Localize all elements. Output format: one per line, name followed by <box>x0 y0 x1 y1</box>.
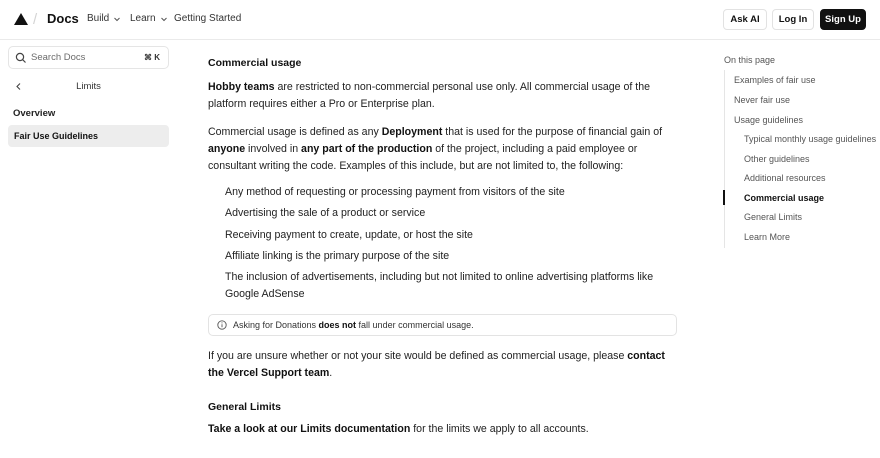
unsure-paragraph <box>208 348 678 382</box>
sidebar-back-row <box>8 79 169 95</box>
nav-learn-menu[interactable] <box>130 13 168 24</box>
toc-item-typical-monthly-usage[interactable]: Typical monthly usage guidelines <box>744 134 877 144</box>
toc-item-usage-guidelines[interactable]: Usage guidelines <box>734 115 804 125</box>
toc-active-indicator <box>723 190 725 205</box>
definition-text-3: involved in <box>245 143 302 155</box>
search-input[interactable] <box>8 46 169 69</box>
search-icon <box>15 52 27 64</box>
limits-text: for the limits we apply to all accounts. <box>410 423 589 435</box>
definition-text-4: of the project, including a paid employee or consultant writing the code. Examples of this include, but are not limited to, the following: <box>208 143 638 172</box>
sidebar-item-overview[interactable]: Overview <box>13 108 56 119</box>
note-text <box>233 320 474 330</box>
toc-item-learn-more[interactable]: Learn More <box>744 232 791 242</box>
commercial-usage-heading: Commercial usage <box>208 57 302 69</box>
toc-item-other-guidelines[interactable]: Other guidelines <box>744 154 810 164</box>
general-limits-heading: General Limits <box>208 401 281 413</box>
production-bold: any part of the production <box>301 143 433 155</box>
nav-build-label: Build <box>87 13 110 24</box>
list-item: Affiliate linking is the primary purpose of the site <box>225 249 450 262</box>
list-item: Any method of requesting or processing payment from visitors of the site <box>225 186 565 198</box>
nav-getting-started-link[interactable] <box>174 13 241 24</box>
toc-item-commercial-usage[interactable]: Commercial usage <box>744 193 825 203</box>
search-shortcut: ⌘ K <box>144 53 160 62</box>
unsure-end: . <box>329 367 333 379</box>
nav-learn-label: Learn <box>130 13 156 24</box>
toc-rail <box>724 70 725 248</box>
sidebar-item-fair-use-guidelines[interactable] <box>8 125 169 147</box>
toc-title: On this page <box>724 55 776 65</box>
does-not-bold: does not <box>318 320 357 330</box>
nav-build-menu[interactable] <box>87 13 121 24</box>
toc-item-general-limits[interactable]: General Limits <box>744 212 803 222</box>
list-item: Receiving payment to create, update, or host the site <box>225 228 473 241</box>
toc-item-examples-of-fair-use[interactable]: Examples of fair use <box>734 75 816 85</box>
commercial-definition-paragraph <box>208 124 678 175</box>
limits-paragraph <box>208 421 678 438</box>
sidebar-item-label: Fair Use Guidelines <box>14 131 99 141</box>
chevron-down-icon <box>160 15 168 23</box>
brand-separator: / <box>33 11 38 28</box>
top-nav <box>0 0 880 40</box>
hobby-teams-text: are restricted to non-commercial personal use only. All commercial usage of the platform requires either a Pro or Enterprise plan. <box>208 81 650 110</box>
commercial-examples-list <box>225 184 680 307</box>
definition-text-1: Commercial usage is defined as any <box>208 126 382 138</box>
nav-getting-started-label: Getting Started <box>174 13 242 24</box>
info-icon <box>217 320 227 330</box>
unsure-text: If you are unsure whether or not your site would be defined as commercial usage, please <box>208 350 628 362</box>
list-item: The inclusion of advertisements, including but not limited to online advertising platforms like Google AdSense <box>225 271 654 301</box>
note-text-2: fall under commercial usage. <box>356 320 474 330</box>
limits-documentation-link[interactable]: Take a look at our Limits documentation <box>208 423 411 435</box>
docs-brand-link[interactable]: Docs <box>47 11 79 26</box>
ask-ai-button[interactable]: Ask AI <box>723 9 767 30</box>
sign-up-button[interactable]: Sign Up <box>820 9 866 30</box>
hobby-teams-paragraph <box>208 79 678 113</box>
definition-text-2: that is used for the purpose of financial gain of <box>442 126 663 138</box>
list-item: Advertising the sale of a product or service <box>225 207 426 220</box>
toc-item-additional-resources[interactable]: Additional resources <box>744 173 826 183</box>
note-text-1: Asking for Donations <box>233 320 319 330</box>
donations-note <box>208 314 677 336</box>
search-placeholder: Search Docs <box>31 52 86 63</box>
anyone-bold: anyone <box>208 143 246 155</box>
log-in-button[interactable]: Log In <box>772 9 814 30</box>
toc-item-never-fair-use[interactable]: Never fair use <box>734 95 791 105</box>
deployment-bold: Deployment <box>381 126 443 138</box>
contact-support-link[interactable]: contact the Vercel Support team <box>208 350 665 379</box>
sidebar-section-title: Limits <box>76 81 101 92</box>
chevron-down-icon <box>113 15 121 23</box>
hobby-teams-bold: Hobby teams <box>208 81 275 93</box>
vercel-logo-icon[interactable] <box>14 13 28 25</box>
